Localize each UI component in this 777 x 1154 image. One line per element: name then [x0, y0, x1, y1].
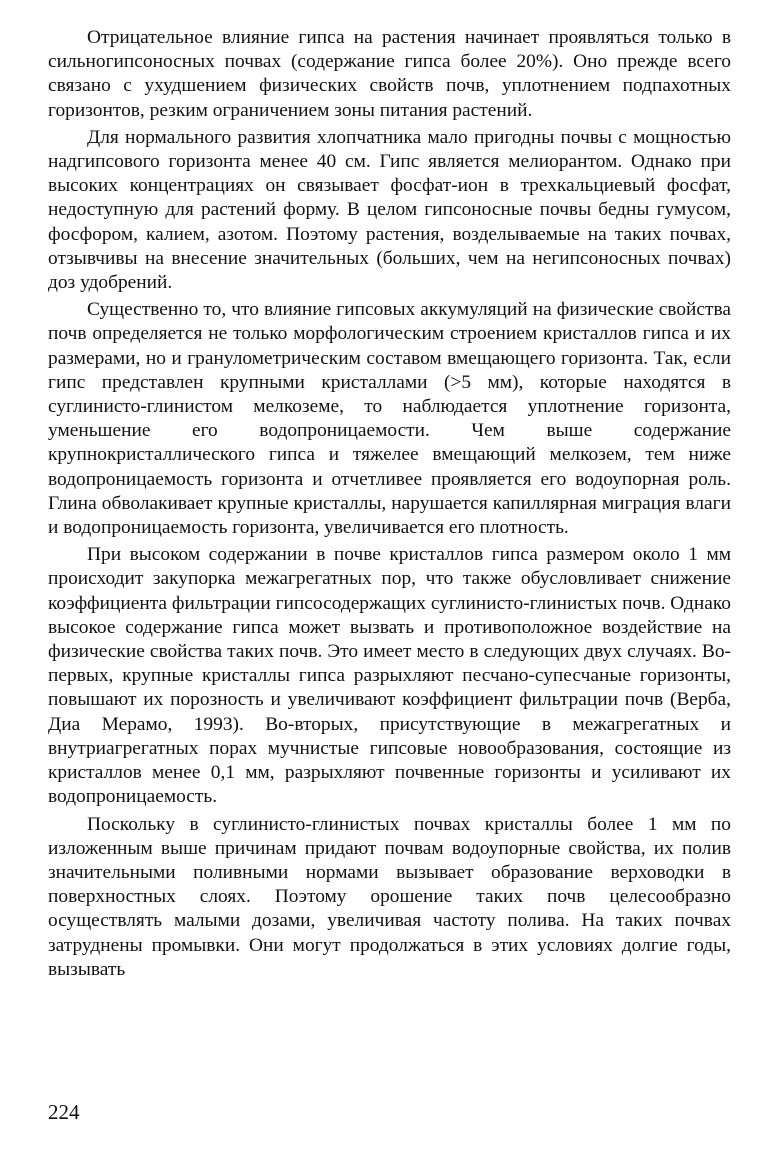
paragraph-4: При высоком содержании в почве кристаллов гипса размером около 1 мм происходит закупорка межагрегатных пор, что также обусловливает снижение коэффициента фильтрации гипсосодержащих суглинисто-глинистых почв. Однако высокое содержание гипса может вызвать и противоположное воздействие на физические свойства таких почв. Это имеет место в следующих двух случаях. Во-первых, крупные кристаллы гипса разрыхляют песчано-супесчаные горизонты, повышают их порозность и увеличивают коэффициент фильтрации почв (Верба, Диа Мерамо, 1993). Во-вторых, присутствующие в межагрегатных и внутриагрегатных порах мучнистые гипсовые новообразования, состоящие из кристаллов менее 0,1 мм, разрыхляют почвенные горизонты и усиливают их водопроницаемость.: [48, 544, 731, 808]
body-text: [48, 26, 731, 985]
paragraph-2: Для нормального развития хлопчатника мало пригодны почвы с мощностью надгипсового горизонта менее 40 см. Гипс является мелиорантом. Однако при высоких концентрациях он связывает фосфат-ион в трехкальциевый фосфат, недоступную для растений форму. В целом гипсоносные почвы бедны гумусом, фосфором, калием, азотом. Поэтому растения, возделываемые на таких почвах, отзывчивы на внесение значительных (больших, чем на негипсоносных почвах) доз удобрений.: [48, 126, 731, 294]
paragraph-5: Поскольку в суглинисто-глинистых почвах кристаллы более 1 мм по изложенным выше причинам придают почвам водоупорные свойства, их полив значительными поливными нормами вызывает образование верховодки в поверхностных слоях. Поэтому орошение таких почв целесообразно осуществлять малыми дозами, увеличивая частоту полива. На таких почвах затруднены промывки. Они могут продолжаться в этих условиях долгие годы, вызывать: [48, 813, 731, 980]
paragraph-3: Существенно то, что влияние гипсовых аккумуляций на физические свойства почв определяется не только морфологическим строением кристаллов гипса и их размерами, но и гранулометрическим составом вмещающего горизонта. Так, если гипс представлен крупными кристаллами (>5 мм), которые находятся в суглинисто-глинистом мелкоземе, то наблюдается уплотнение горизонта, уменьшение его водопроницаемости. Чем выше содержание крупнокристаллического гипса и тяжелее вмещающий мелкозем, тем ниже водопроницаемость горизонта и отчетливее проявляется его водоупорная роль. Глина обволакивает крупные кристаллы, нарушается капиллярная миграция влаги и водопроницаемость горизонта, увеличивается его плотность.: [48, 299, 731, 539]
paragraph-1: Отрицательное влияние гипса на растения начинает проявляться только в сильногипсоносных почвах (содержание гипса более 20%). Оно прежде всего связано с ухудшением физических свойств почв, уплотнением подпахотных горизонтов, резким ограничением зоны питания растений.: [48, 27, 731, 121]
page-number: 224: [48, 1100, 80, 1124]
